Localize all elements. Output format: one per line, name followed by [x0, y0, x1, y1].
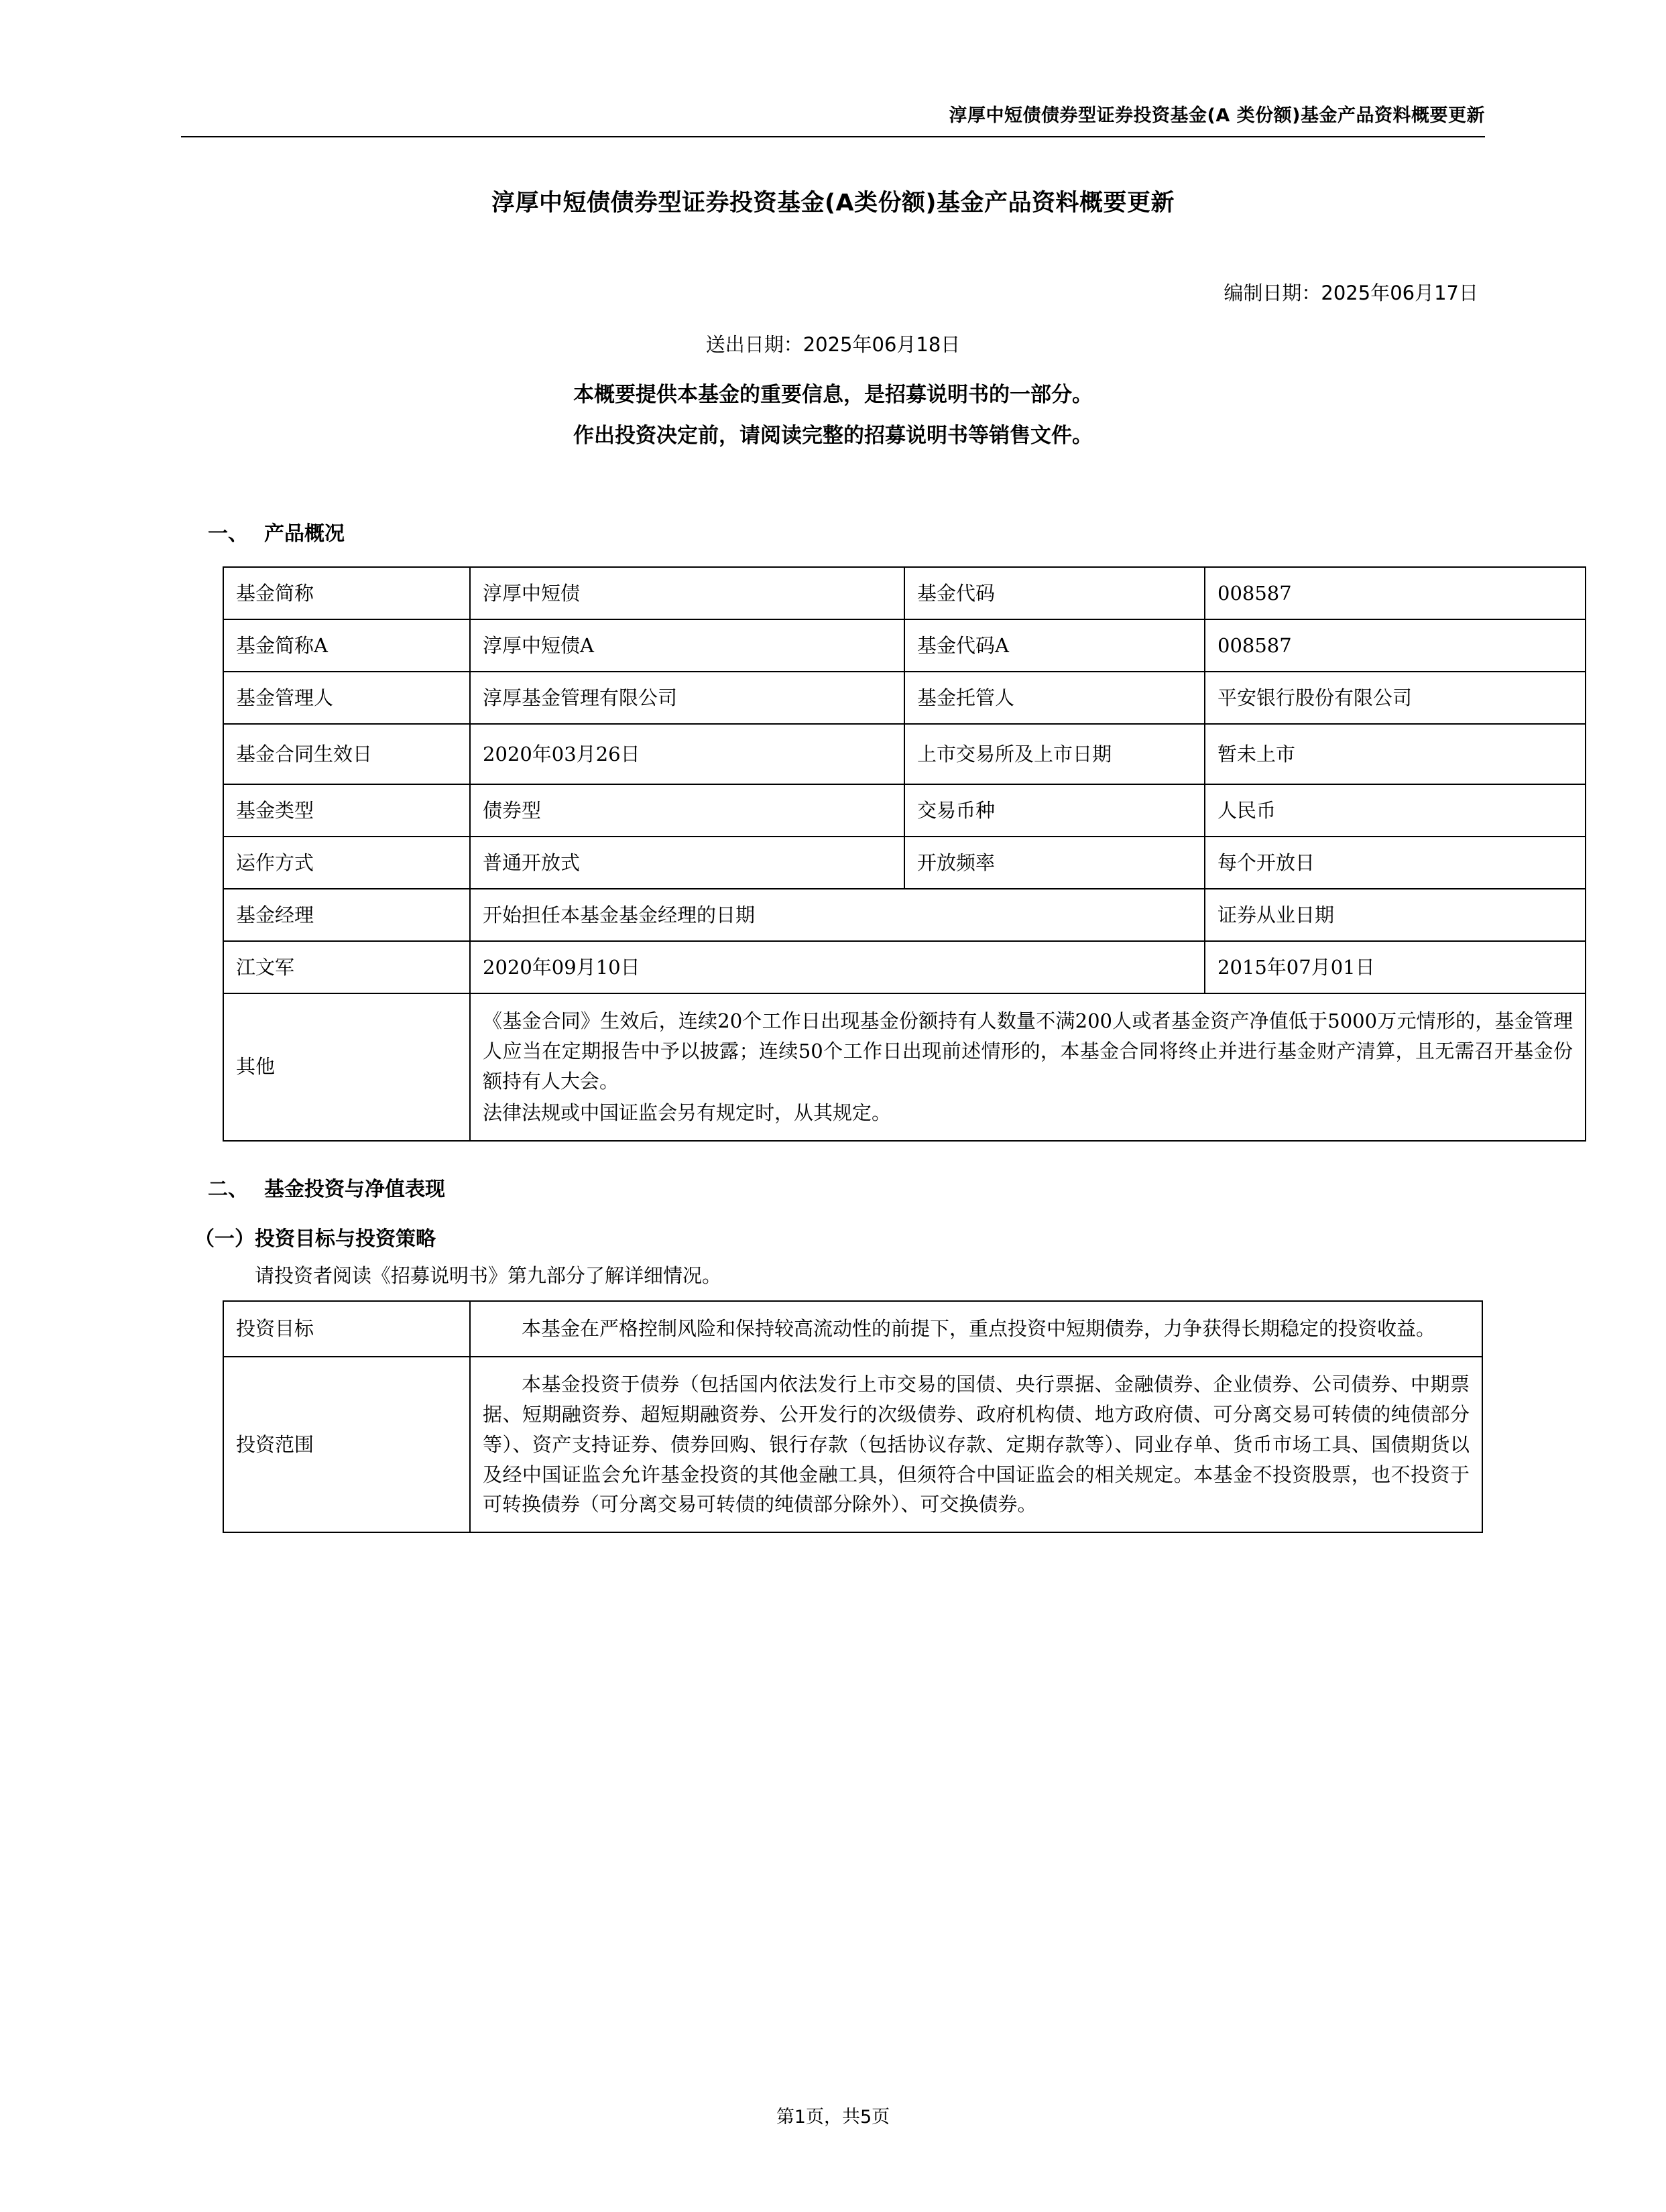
lead-line-2: 作出投资决定前，请阅读完整的招募说明书等销售文件。	[573, 424, 1093, 448]
cell-label: 基金简称	[223, 567, 470, 619]
product-overview-table	[223, 566, 1586, 1142]
cell-label: 上市交易所及上市日期	[904, 724, 1205, 784]
section-2-sub-heading: （一）投资目标与投资策略	[194, 1227, 436, 1251]
section-1-heading	[208, 517, 1485, 546]
table-row-manager-header	[223, 889, 1586, 941]
compile-date: 编制日期：2025年06月17日	[1224, 282, 1478, 304]
investment-objective-text: 本基金在严格控制风险和保持较高流动性的前提下，重点投资中短期债券，力争获得长期稳定的投资收益。	[522, 1316, 1436, 1340]
section-1-title: 产品概况	[264, 522, 345, 546]
other-paragraph-1: 《基金合同》生效后，连续20个工作日出现基金份额持有人数量不满200人或者基金资产净值低于5000万元情形的，基金管理人应当在定期报告中予以披露；连续50个工作日出现前述情形的，本基金合同将终止并进行基金财产清算，且无需召开基金份额持有人大会。	[483, 1009, 1573, 1093]
cell-label: 基金合同生效日	[223, 724, 470, 784]
cell-label: 开放频率	[904, 837, 1205, 889]
cell-value: 008587	[1205, 619, 1586, 672]
page-footer: 第1页，共5页	[776, 2107, 890, 2128]
cell-label: 基金管理人	[223, 672, 470, 724]
table-row	[223, 837, 1586, 889]
cell-value: 淳厚基金管理有限公司	[470, 672, 904, 724]
cell-value: 淳厚中短债A	[470, 619, 904, 672]
other-paragraph-2: 法律法规或中国证监会另有规定时，从其规定。	[483, 1101, 892, 1124]
cell-value: 008587	[1205, 567, 1586, 619]
cell-value: 每个开放日	[1205, 837, 1586, 889]
cell-label: 基金经理	[223, 889, 470, 941]
cell-label: 基金托管人	[904, 672, 1205, 724]
table-row	[223, 567, 1586, 619]
manager-start-date: 2020年09月10日	[470, 941, 1205, 993]
table-row-other	[223, 993, 1586, 1141]
cell-label: 交易币种	[904, 784, 1205, 837]
cell-label: 其他	[223, 993, 470, 1141]
cell-value: 普通开放式	[470, 837, 904, 889]
cell-label: 基金简称A	[223, 619, 470, 672]
cell-label: 基金代码A	[904, 619, 1205, 672]
cell-label: 投资范围	[223, 1357, 470, 1533]
section-2-heading	[208, 1172, 1485, 1202]
table-row	[223, 619, 1586, 672]
cell-label: 证券从业日期	[1205, 889, 1586, 941]
manager-name: 江文军	[223, 941, 470, 993]
cell-label: 基金类型	[223, 784, 470, 837]
section-2-note: 请投资者阅读《招募说明书》第九部分了解详细情况。	[255, 1264, 722, 1287]
cell-label: 开始担任本基金基金经理的日期	[470, 889, 1205, 941]
header-divider	[181, 136, 1485, 137]
table-row	[223, 784, 1586, 837]
lead-line-1: 本概要提供本基金的重要信息，是招募说明书的一部分。	[573, 383, 1093, 407]
send-date: 送出日期：2025年06月18日	[705, 333, 961, 356]
cell-value: 2020年03月26日	[470, 724, 904, 784]
table-row	[223, 672, 1586, 724]
cell-value: 暂未上市	[1205, 724, 1586, 784]
investment-objective-table	[223, 1300, 1483, 1534]
page-title: 淳厚中短债债券型证券投资基金(A类份额)基金产品资料概要更新	[491, 190, 1175, 217]
cell-value: 淳厚中短债	[470, 567, 904, 619]
cell-label: 运作方式	[223, 837, 470, 889]
table-row	[223, 1357, 1482, 1533]
table-row-manager-data	[223, 941, 1586, 993]
cell-label: 投资目标	[223, 1301, 470, 1357]
investment-scope-text: 本基金投资于债券（包括国内依法发行上市交易的国债、央行票据、金融债券、企业债券、公司债券、中期票据、短期融资券、超短期融资券、公开发行的次级债券、政府机构债、地方政府债、可分离交易可转债的纯债部分等）、资产支持证券、债券回购、银行存款（包括协议存款、定期存款等）、同业存单、货币市场工具、国债期货以及经中国证监会允许基金投资的其他金融工具，但须符合中国证监会的相关规定。本基金不投资股票，也不投资于可转换债券（可分离交易可转债的纯债部分除外）、可交换债券。	[483, 1372, 1470, 1516]
manager-career-date: 2015年07月01日	[1205, 941, 1586, 993]
other-cell	[470, 993, 1586, 1141]
section-2-number: 二、	[208, 1177, 248, 1201]
table-row	[223, 724, 1586, 784]
cell-value	[470, 1301, 1482, 1357]
table-row	[223, 1301, 1482, 1357]
cell-value: 平安银行股份有限公司	[1205, 672, 1586, 724]
running-header: 淳厚中短债债券型证券投资基金(A 类份额)基金产品资料概要更新	[949, 105, 1485, 126]
cell-value: 人民币	[1205, 784, 1586, 837]
cell-value	[470, 1357, 1482, 1533]
cell-value: 债券型	[470, 784, 904, 837]
section-2-title: 基金投资与净值表现	[264, 1177, 445, 1201]
cell-label: 基金代码	[904, 567, 1205, 619]
section-1-number: 一、	[208, 522, 248, 546]
